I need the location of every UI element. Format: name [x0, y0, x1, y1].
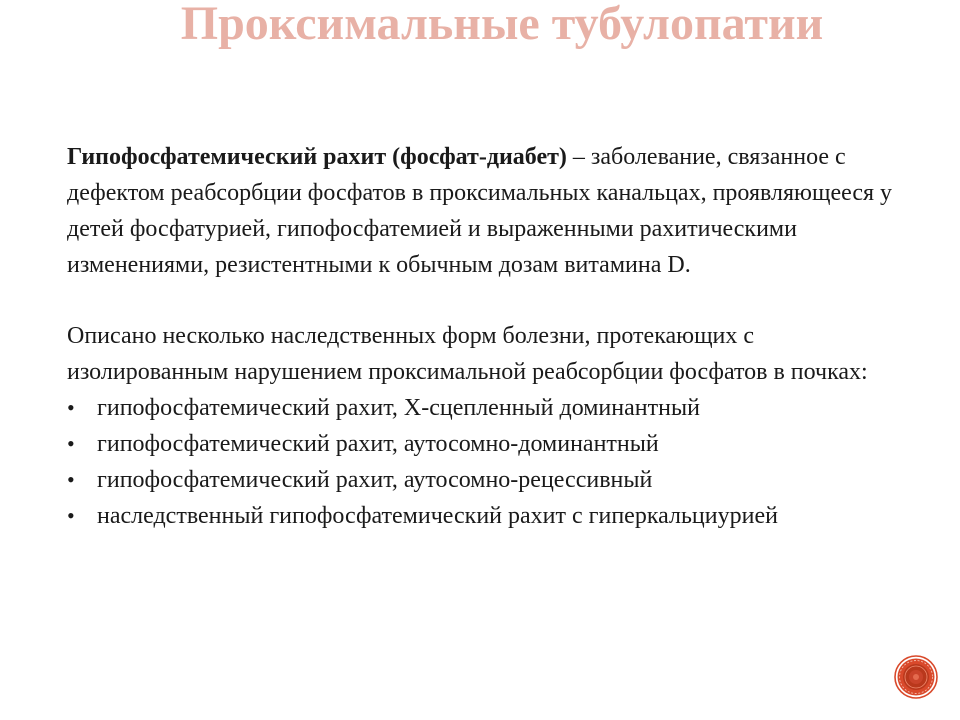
list-item-text: гипофосфатемический рахит, аутосомно-доминантный: [97, 431, 659, 457]
list-item-text: гипофосфатемический рахит, Х-сцепленный доминантный: [97, 395, 700, 421]
intro-paragraph: [67, 139, 897, 283]
list-item: [67, 390, 897, 426]
bullet-icon: •: [67, 467, 75, 492]
bullet-icon: •: [67, 503, 75, 528]
slide-body: [67, 139, 897, 534]
bullet-icon: •: [67, 395, 75, 420]
ornamental-badge-icon: [894, 655, 938, 699]
list-item-text: гипофосфатемический рахит, аутосомно-рецессивный: [97, 467, 653, 493]
disease-definition: – заболевание, связанное с дефектом реабсорбции фосфатов в проксимальных канальцах, проявляющееся у детей фосфатурией, гипофосфатемией и выраженными рахитическими изменениями, резистентными к обычным дозам витамина D.: [67, 144, 893, 278]
bullet-icon: •: [67, 431, 75, 456]
slide-title: Проксимальные тубулопатии: [180, 0, 824, 50]
list-item: [67, 426, 897, 462]
disease-term: Гипофосфатемический рахит (фосфат-диабет): [67, 144, 567, 170]
list-item-text: наследственный гипофосфатемический рахит с гиперкальциурией: [97, 503, 778, 529]
forms-list: [67, 390, 897, 534]
list-item: [67, 462, 897, 498]
list-item: [67, 498, 897, 534]
forms-paragraph: Описано несколько наследственных форм болезни, протекающих с изолированным нарушением проксимальной реабсорбции фосфатов в почках:: [67, 323, 868, 385]
